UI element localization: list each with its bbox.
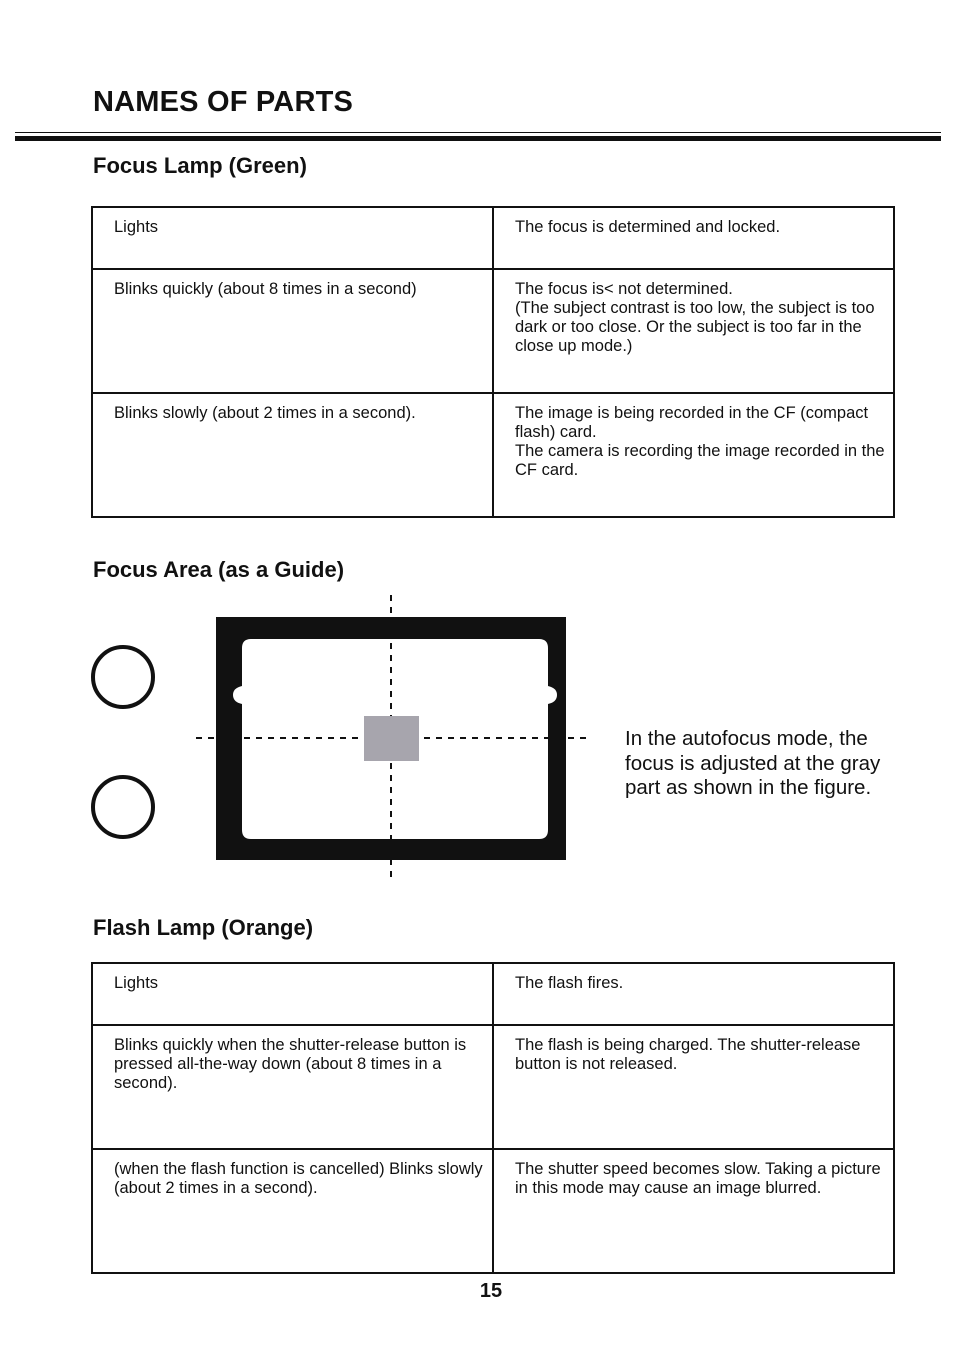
focus-lamp-heading: Focus Lamp (Green) xyxy=(93,153,307,178)
page-title: NAMES OF PARTS xyxy=(93,86,354,118)
lamp-state-cell: Blinks quickly (about 8 times in a second) xyxy=(92,269,493,393)
lamp-meaning-cell: The flash fires. xyxy=(493,963,894,1025)
focus-lamp-circle-icon xyxy=(93,647,153,707)
focus-area-description: In the autofocus mode, the focus is adjusted at the gray part as shown in the figure. xyxy=(625,727,881,799)
lamp-meaning-cell: The focus is determined and locked. xyxy=(493,207,894,269)
flash-lamp-heading: Flash Lamp (Orange) xyxy=(93,915,314,940)
lamp-meaning-cell: The focus is< not determined. (The subject contrast is too low, the subject is too dark or too close. Or the subject is too far in the close up mode.) xyxy=(493,269,894,393)
flash-lamp-circle-icon xyxy=(93,777,153,837)
table-row xyxy=(92,1149,894,1273)
lamp-state-cell: Blinks quickly when the shutter-release button is pressed all-the-way down (about 8 times in a second). xyxy=(92,1025,493,1149)
lamp-meaning-cell: The image is being recorded in the CF (compact flash) card. The camera is recording the image recorded in the CF card. xyxy=(493,393,894,517)
title-rule-thick xyxy=(15,136,941,141)
lamp-state-cell: (when the flash function is cancelled) Blinks slowly (about 2 times in a second). xyxy=(92,1149,493,1273)
focus-area-heading: Focus Area (as a Guide) xyxy=(93,557,345,582)
lamp-state-cell: Lights xyxy=(92,207,493,269)
page-number: 15 xyxy=(479,1280,503,1302)
flash-lamp-table xyxy=(91,962,895,1274)
table-row xyxy=(92,269,894,393)
lamp-meaning-cell: The shutter speed becomes slow. Taking a picture in this mode may cause an image blurred. xyxy=(493,1149,894,1273)
focus-lamp-table xyxy=(91,206,895,518)
focus-point-area xyxy=(364,716,419,761)
table-row xyxy=(92,393,894,517)
table-row xyxy=(92,1025,894,1149)
lamp-state-cell: Lights xyxy=(92,963,493,1025)
table-row xyxy=(92,207,894,269)
table-row xyxy=(92,963,894,1025)
lamp-state-cell: Blinks slowly (about 2 times in a second). xyxy=(92,393,493,517)
viewfinder-diagram xyxy=(0,590,620,890)
lamp-meaning-cell: The flash is being charged. The shutter-release button is not released. xyxy=(493,1025,894,1149)
title-rule-thin xyxy=(15,132,941,133)
